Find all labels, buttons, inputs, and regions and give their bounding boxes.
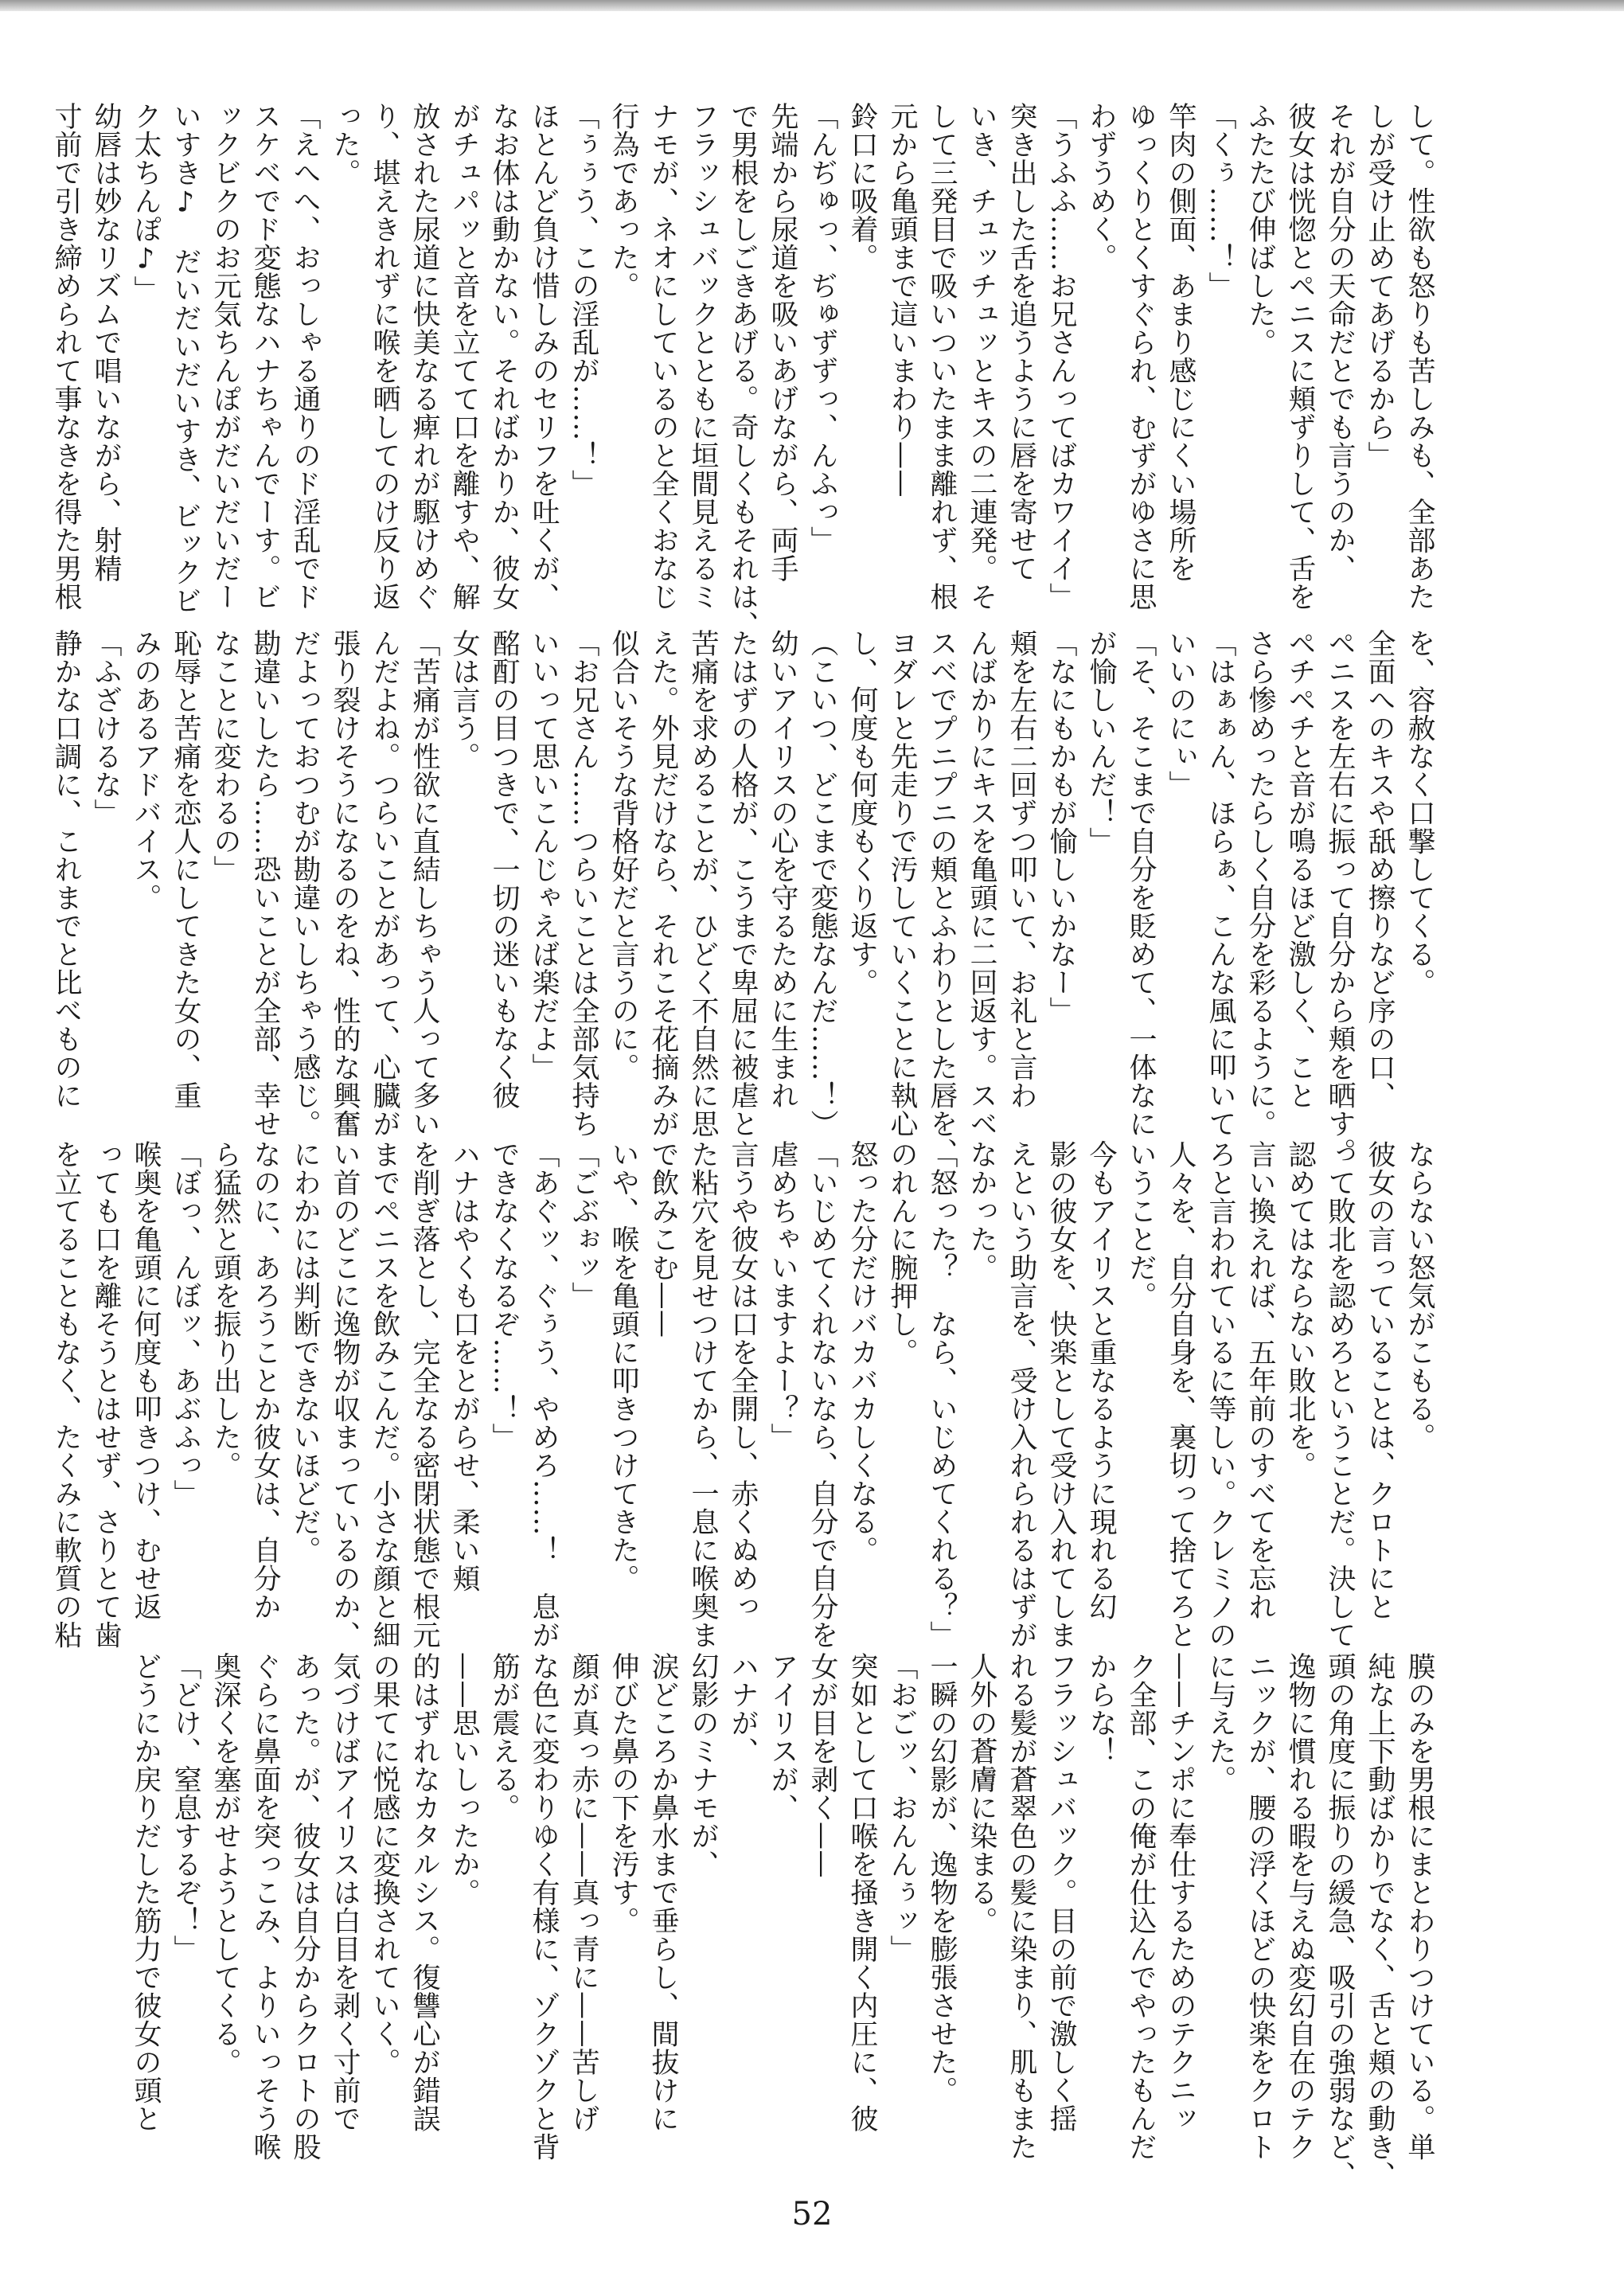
text-line: なことに変わるの」 bbox=[209, 629, 241, 884]
text-line: 頭の角度に振りの緩急、吸引の強弱など、 bbox=[1324, 1652, 1356, 2189]
text-line: ク全部、この俺が仕込んでやったもんだ bbox=[1125, 1652, 1157, 2161]
text-line: ろと言われているに等しい。クレミノの bbox=[1204, 1140, 1236, 1649]
text-line: 先端から尿道を吸いあげながら、両手 bbox=[767, 102, 798, 583]
text-line: 酩酊の目つきで、一切の迷いもなく彼 bbox=[488, 629, 520, 1110]
text-block-upper-middle bbox=[50, 629, 1439, 1166]
text-line: いき、チュッチュッとキスの二連発。そ bbox=[966, 102, 997, 611]
text-line: で飲みこむ—— bbox=[647, 1140, 679, 1338]
text-line: 「ふざけるな」 bbox=[90, 629, 122, 827]
text-line: して。性欲も怒りも苦しみも、全部あた bbox=[1403, 102, 1435, 611]
text-line: 虐めちゃいますよー？」 bbox=[767, 1140, 798, 1451]
text-line: 彼女の言っていることは、クロトにと bbox=[1364, 1140, 1396, 1621]
text-line: からな！ bbox=[1085, 1652, 1117, 1765]
text-line: た粘穴を見せつけてから、一息に喉奥ま bbox=[687, 1140, 719, 1649]
text-line: がチュパッと音を立てて口を離すや、解 bbox=[448, 102, 480, 611]
text-line: あった。が、彼女は自分からクロトの股 bbox=[289, 1652, 321, 2161]
text-line: しが受け止めてあげるから」 bbox=[1364, 102, 1396, 470]
text-line: ヨダレと先走りで汚していくことに執心 bbox=[886, 629, 918, 1138]
text-line: までペニスを飲みこんだ。小さな顔と細 bbox=[369, 1140, 400, 1649]
text-line: 「そ、そこまで自分を貶めて、一体なに bbox=[1125, 629, 1157, 1138]
text-line: 「んぢゅっ、ぢゅずずっ、んふっ」 bbox=[806, 102, 838, 554]
text-line: 筋が震える。 bbox=[488, 1652, 520, 1822]
text-line: いや、喉を亀頭に叩きつけてきた。 bbox=[607, 1140, 639, 1592]
text-block-top bbox=[50, 102, 1439, 639]
text-line: ——チンポに奉仕するためのテクニッ bbox=[1165, 1652, 1197, 2133]
text-line: 放された尿道に快美なる痺れが駆けめぐ bbox=[408, 102, 440, 611]
text-line: スケベでド変態なハナちゃんでーす。ビ bbox=[249, 102, 281, 611]
text-line: 言うや彼女は口を全開し、赤くぬめっ bbox=[727, 1140, 759, 1621]
text-line: フラッシュバックとともに垣間見えるミ bbox=[687, 102, 719, 611]
text-line: 「えへへ、おっしゃる通りのド淫乱でド bbox=[289, 102, 321, 611]
text-line: 「いじめてくれないなら、自分で自分を bbox=[806, 1140, 838, 1649]
scan-top-edge bbox=[0, 0, 1624, 11]
text-line: 「ぼっ、んぼッ、あぶふっ」 bbox=[170, 1140, 201, 1508]
text-line: れる髪が蒼翠色の髪に染まり、肌もまた bbox=[1005, 1652, 1037, 2161]
text-line: った。 bbox=[329, 102, 361, 187]
text-line: 「うふふ……お兄さんってばカワイイ」 bbox=[1045, 102, 1077, 611]
text-line: ハナが、 bbox=[727, 1652, 759, 1765]
text-line: 幻影のミナモが、 bbox=[687, 1652, 719, 1878]
text-line: 「あぐッ、ぐぅう、やめろ……！ 息が bbox=[528, 1140, 560, 1649]
text-line: 勘違いしたら……恐いことが全部、幸せ bbox=[249, 629, 281, 1138]
text-line: 奥深くを塞がせようとしてくる。 bbox=[209, 1652, 241, 2076]
text-line: を削ぎ落とし、完全なる密閉状態で根元 bbox=[408, 1140, 440, 1649]
text-line: 寸前で引き締められて事なきを得た男根 bbox=[50, 102, 82, 611]
text-line: 突き出した舌を追うように唇を寄せて bbox=[1005, 102, 1037, 583]
text-line: アイリスが、 bbox=[767, 1652, 798, 1822]
text-line: 突如として口喉を掻き開く内圧に、彼 bbox=[846, 1652, 878, 2133]
text-line: 人々を、自分自身を、裏切って捨てろと bbox=[1165, 1140, 1197, 1649]
text-line: えという助言を、受け入れられるはずが bbox=[1005, 1140, 1037, 1649]
text-line: わずうめく。 bbox=[1085, 102, 1117, 271]
text-line: 彼女は恍惚とペニスに頬ずりして、舌を bbox=[1284, 102, 1316, 611]
text-line: （こいつ、どこまで変態なんだ……！） bbox=[806, 629, 838, 1138]
text-line: いうことだ。 bbox=[1125, 1140, 1157, 1310]
text-line: なお体は動かない。そればかりか、彼女 bbox=[488, 102, 520, 611]
text-line: に与えた。 bbox=[1204, 1652, 1236, 1794]
text-line: 恥辱と苦痛を恋人にしてきた女の、重 bbox=[170, 629, 201, 1110]
text-line: のれんに腕押し。 bbox=[886, 1140, 918, 1366]
text-line: 「おごッ、おんんぅッ」 bbox=[886, 1652, 918, 1963]
page-number: 52 bbox=[791, 2196, 833, 2232]
text-line: 的はずれなカタルシス。復讐心が錯誤 bbox=[408, 1652, 440, 2133]
text-line: が愉しいんだ！」 bbox=[1085, 629, 1117, 855]
text-line: 静かな口調に、これまでと比べものに bbox=[50, 629, 82, 1110]
text-line: を立てることもなく、たくみに軟質の粘 bbox=[50, 1140, 82, 1649]
text-line: ——思いしったか。 bbox=[448, 1652, 480, 1907]
text-line: 「苦痛が性欲に直結しちゃう人って多い bbox=[408, 629, 440, 1138]
text-line: 膜のみを男根にまとわりつけている。単 bbox=[1403, 1652, 1435, 2161]
text-line: し、何度も何度もくり返す。 bbox=[846, 629, 878, 997]
text-line: 顔が真っ赤に——真っ青に——苦しげ bbox=[568, 1652, 599, 2133]
text-line: で男根をしごきあげる。奇しくもそれは、 bbox=[727, 102, 759, 639]
text-line: ハナはやくも口をとがらせ、柔い頬 bbox=[448, 1140, 480, 1592]
text-line: 「怒った？ なら、いじめてくれる？」 bbox=[926, 1140, 958, 1649]
text-line: ク太ちんぽ♪」 bbox=[130, 102, 162, 304]
text-line: 女は言う。 bbox=[448, 629, 480, 771]
text-line: ぐらに鼻面を突っこみ、よりいっそう喉 bbox=[249, 1652, 281, 2161]
text-line: 「ごぶぉッ」 bbox=[568, 1140, 599, 1310]
text-block-lower-middle bbox=[50, 1140, 1439, 1649]
text-line: っても口を離そうとはせず、さりとて歯 bbox=[90, 1140, 122, 1649]
text-line: ナモが、ネオにしているのと全くおなじ bbox=[647, 102, 679, 611]
text-line: ペチペチと音が鳴るほど激しく、こと bbox=[1284, 629, 1316, 1110]
text-line: どうにか戻りだした筋力で彼女の頭と bbox=[130, 1652, 162, 2133]
text-line: ふたたび伸ばした。 bbox=[1244, 102, 1276, 357]
text-line: だよっておつむが勘違いしちゃう感じ。 bbox=[289, 629, 321, 1138]
text-line: 竿肉の側面、あまり感じにくい場所を bbox=[1165, 102, 1197, 583]
text-line: 喉奥を亀頭に何度も叩きつけ、むせ返 bbox=[130, 1140, 162, 1621]
text-line: 一瞬の幻影が、逸物を膨張させた。 bbox=[926, 1652, 958, 2104]
text-line: いすき♪ だいだいだいすき、ビックビ bbox=[170, 102, 201, 615]
text-line: みのあるアドバイス。 bbox=[130, 629, 162, 912]
text-line: ほとんど負け惜しみのセリフを吐くが、 bbox=[528, 102, 560, 611]
text-line: 似合いそうな背格好だと言うのに。 bbox=[607, 629, 639, 1081]
text-line: いいって思いこんじゃえば楽だよ」 bbox=[528, 629, 560, 1081]
text-line: な色に変わりゆく有様に、ゾクゾクと背 bbox=[528, 1652, 560, 2161]
text-line: ゆっくりとくすぐられ、むずがゆさに思 bbox=[1125, 102, 1157, 611]
text-line: 「お兄さん……つらいことは全部気持ち bbox=[568, 629, 599, 1138]
text-line: して三発目で吸いついたまま離れず、根 bbox=[926, 102, 958, 611]
text-line: ペニスを左右に振って自分から頬を晒す。 bbox=[1324, 629, 1356, 1166]
text-line: 涙どころか鼻水まで垂らし、間抜けに bbox=[647, 1652, 679, 2133]
text-line: 女が目を剥く—— bbox=[806, 1652, 838, 1878]
text-line: 「くぅ……！」 bbox=[1204, 102, 1236, 300]
text-line: ックビクのお元気ちんぽがだいだいだー bbox=[209, 102, 241, 611]
text-line: 行為であった。 bbox=[607, 102, 639, 300]
text-line: えた。外見だけなら、それこそ花摘みが bbox=[647, 629, 679, 1138]
text-line: ら猛然と頭を振り出した。 bbox=[209, 1140, 241, 1479]
text-line: いいのにぃ」 bbox=[1165, 629, 1197, 799]
text-line: なかった。 bbox=[966, 1140, 997, 1282]
text-line: んばかりにキスを亀頭に二回返す。スベ bbox=[966, 629, 997, 1138]
text-line: 「ぅぅう、この淫乱が……！」 bbox=[568, 102, 599, 498]
text-line: 頬を左右二回ずつ叩いて、お礼と言わ bbox=[1005, 629, 1037, 1110]
text-line: 苦痛を求めることが、ひどく不自然に思 bbox=[687, 629, 719, 1138]
text-line: 「どけ、窒息するぞ！」 bbox=[170, 1652, 201, 1963]
text-line: それが自分の天命だとでも言うのか、 bbox=[1324, 102, 1356, 583]
text-line: 今もアイリスと重なるように現れる幻 bbox=[1085, 1140, 1117, 1621]
text-line: にわかには判断できないほどだ。 bbox=[289, 1140, 321, 1564]
text-line: 全面へのキスや舐め擦りなど序の口、 bbox=[1364, 629, 1396, 1110]
text-line: んだよね。つらいことがあって、心臓が bbox=[369, 629, 400, 1138]
text-line: なのに、あろうことか彼女は、自分か bbox=[249, 1140, 281, 1621]
text-line: の果てに悦感に変換されていく。 bbox=[369, 1652, 400, 2076]
text-line: 怒った分だけバカバカしくなる。 bbox=[846, 1140, 878, 1564]
text-line: ニックが、腰の浮くほどの快楽をクロト bbox=[1244, 1652, 1276, 2161]
text-line: 認めてはならない敗北を。 bbox=[1284, 1140, 1316, 1479]
text-line: さら惨めったらしく自分を彩るように。 bbox=[1244, 629, 1276, 1138]
text-line: できなくなるぞ……！」 bbox=[488, 1140, 520, 1451]
text-line: 逸物に慣れる暇を与えぬ変幻自在のテク bbox=[1284, 1652, 1316, 2161]
text-line: い首のどこに逸物が収まっているのか、 bbox=[329, 1140, 361, 1649]
text-line: 幼いアイリスの心を守るために生まれ bbox=[767, 629, 798, 1110]
text-line: フラッシュバック。目の前で激しく揺 bbox=[1045, 1652, 1077, 2133]
text-line: スベでプニプニの頬とふわりとした唇を、 bbox=[926, 629, 958, 1166]
text-line: 伸びた鼻の下を汚す。 bbox=[607, 1652, 639, 1935]
text-line: 人外の蒼膚に染まる。 bbox=[966, 1652, 997, 1935]
text-line: り、堪えきれずに喉を晒してのけ反り返 bbox=[369, 102, 400, 611]
text-line: を、容赦なく口撃してくる。 bbox=[1403, 629, 1435, 997]
text-line: 鈴口に吸着。 bbox=[846, 102, 878, 271]
text-line: 純な上下動ばかりでなく、舌と頬の動き、 bbox=[1364, 1652, 1396, 2189]
text-line: 言い換えれば、五年前のすべてを忘れ bbox=[1244, 1140, 1276, 1621]
text-line: ならない怒気がこもる。 bbox=[1403, 1140, 1435, 1451]
text-line: 幼唇は妙なリズムで唱いながら、射精 bbox=[90, 102, 122, 583]
text-line: って敗北を認めろということだ。決して bbox=[1324, 1140, 1356, 1649]
text-line: 「はぁぁん、ほらぁ、こんな風に叩いて bbox=[1204, 629, 1236, 1138]
text-line: 元から亀頭まで這いまわり—— bbox=[886, 102, 918, 498]
text-line: たはずの人格が、こうまで卑屈に被虐と bbox=[727, 629, 759, 1138]
text-line: 気づけばアイリスは白目を剥く寸前で bbox=[329, 1652, 361, 2133]
text-line: 張り裂けそうになるのをね、性的な興奮 bbox=[329, 629, 361, 1138]
text-block-bottom bbox=[130, 1652, 1439, 2189]
text-line: 「なにもかもが愉しいかなー」 bbox=[1045, 629, 1077, 1025]
text-line: 影の彼女を、快楽として受け入れてしま bbox=[1045, 1140, 1077, 1649]
